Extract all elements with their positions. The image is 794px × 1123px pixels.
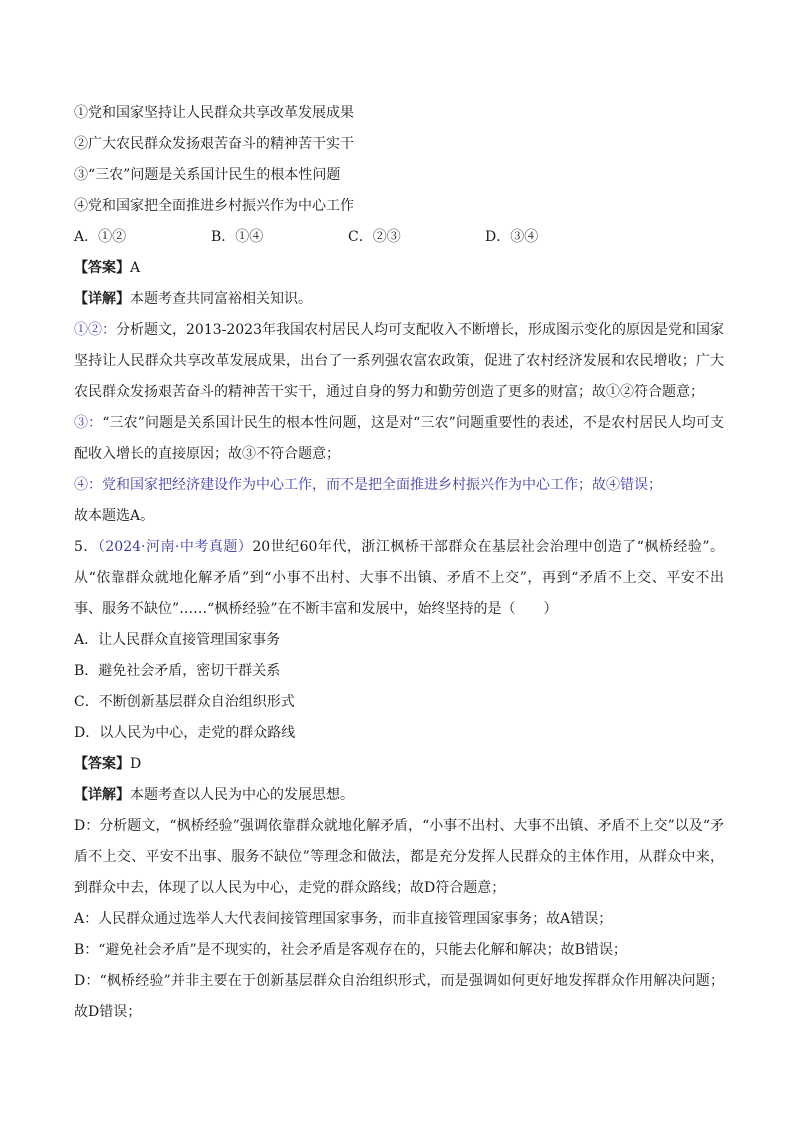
q4-analysis-3-marker: ④： [74,477,102,493]
q4-detail [74,284,724,315]
q5-detail-label: 【详解】 [74,787,130,803]
q5-analysis-2: A：人民群众通过选举人大代表间接管理国家事务，而非直接管理国家事务；故A错误； [74,911,613,927]
q4-option-2: ②广大农民群众发扬艰苦奋斗的精神苦干实干 [74,136,354,152]
q4-choice-d: D．③④ [485,229,539,245]
q4-option-3: ③“三农”问题是关系国计民生的根本性问题 [74,167,341,183]
q4-choice-b: B．①④ [211,229,264,245]
q5-stem-text: 20世纪60年代，浙江枫桥干部群众在基层社会治理中创造了“枫桥经验”。从“依靠群众就地化解矛盾”到“小事不出村、大事不出镇、矛盾不上交”，再到“矛盾不上交、平安不出事、服务不缺位”……“枫桥经验”在不断丰富和发展中，始终坚持的是（ ） [74,539,724,617]
q4-analysis-1-marker: ①②： [74,322,116,338]
q4-analysis-2 [74,408,724,470]
q4-answer [74,253,724,284]
q5-source: （2024·河南·中考真题） [97,539,253,555]
q4-choices [74,222,724,253]
q4-analysis-2-text: “三农”问题是关系国计民生的根本性问题，这是对“三农”问题重要性的表述，不是农村居民人均可支配收入增长的直接原因；故③不符合题意； [74,415,724,462]
q5-number: 5． [74,539,98,555]
document-page [74,98,724,1028]
q5-option-d: D．以人民为中心，走党的群众路线 [74,725,296,741]
q4-detail-label: 【详解】 [74,291,130,307]
q5-answer [74,749,724,780]
q4-option-1: ①党和国家坚持让人民群众共享改革发展成果 [74,105,354,121]
q5-option-a: A．让人民群众直接管理国家事务 [74,632,281,648]
q4-choice-c: C．②③ [348,229,401,245]
q4-answer-value: A [130,260,141,276]
q5-option-c: C．不断创新基层群众自治组织形式 [74,694,295,710]
q5-analysis-1: D：分析题文，“枫桥经验”强调依靠群众就地化解矛盾，“小事不出村、大事不出镇、矛盾不上交”以及“矛盾不上交、平安不出事、服务不缺位”等理念和做法，都是充分发挥人民群众的主体作用，从群众中来，到群众中去，体现了以人民为中心，走党的群众路线；故D符合题意； [74,818,724,896]
q4-analysis-3 [74,470,724,501]
q5-answer-value: D [130,756,142,772]
q4-option-4: ④党和国家把全面推进乡村振兴作为中心工作 [74,198,354,214]
q4-conclusion: 故本题选A。 [74,508,155,524]
q5-detail [74,780,724,811]
q4-analysis-1-text: 分析题文，2013-2023年我国农村居民人均可支配收入不断增长，形成图示变化的原因是党和国家坚持让人民群众共享改革发展成果，出台了一系列强农富农政策，促进了农村经济发展和农民增收；广大农民群众发扬艰苦奋斗的精神苦干实干，通过自身的努力和勤劳创造了更多的财富；故①②符合题意； [74,322,724,400]
q5-stem [74,532,724,625]
q4-detail-intro: 本题考查共同富裕相关知识。 [130,291,312,307]
q4-analysis-2-marker: ③： [74,415,103,431]
q4-options [74,98,724,222]
q5-options [74,625,724,749]
q5-detail-intro: 本题考查以人民为中心的发展思想。 [130,787,354,803]
q4-answer-label: 【答案】 [74,260,130,276]
q4-analysis-1 [74,315,724,408]
q5-analysis-3: B：“避免社会矛盾”是不现实的，社会矛盾是客观存在的，只能去化解和解决；故B错误； [74,942,627,958]
q5-option-b: B．避免社会矛盾，密切干群关系 [74,663,281,679]
q5-answer-label: 【答案】 [74,756,130,772]
q5-analysis-4: D：“枫桥经验”并非主要在于创新基层群众自治组织形式，而是强调如何更好地发挥群众作用解决问题；故D错误； [74,973,724,1020]
q4-choice-a: A．①② [74,229,127,245]
q4-analysis-3-text: 党和国家把经济建设作为中心工作，而不是把全面推进乡村振兴作为中心工作；故④错误； [102,477,662,493]
